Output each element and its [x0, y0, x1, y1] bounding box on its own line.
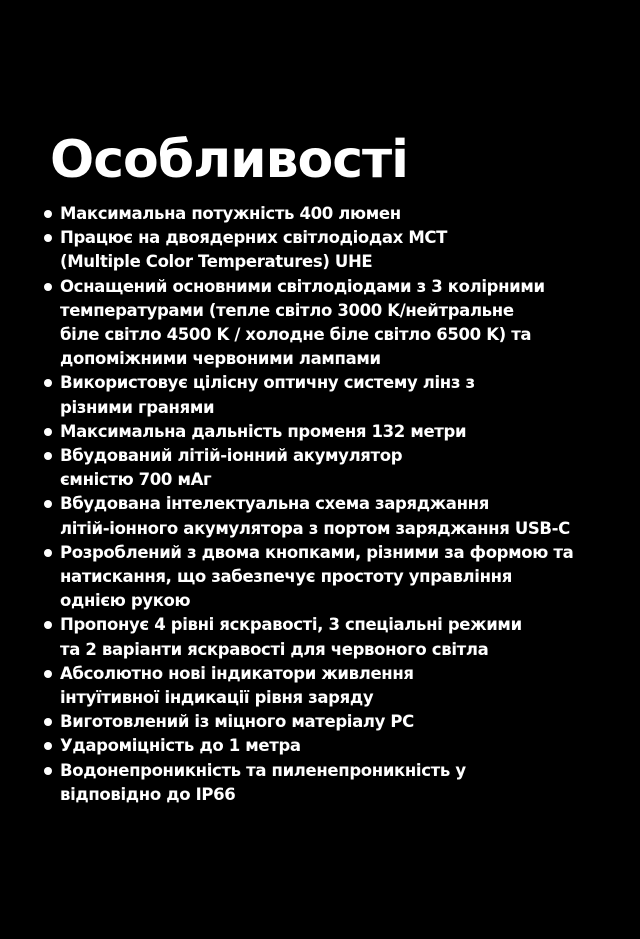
feature-text-line: Пропонує 4 рівні яскравості, 3 спеціальні режими	[60, 615, 522, 635]
feature-item	[42, 662, 632, 710]
feature-text-line: Використовує цілісну оптичну систему лінз з	[60, 373, 475, 393]
feature-item	[42, 492, 632, 540]
bullet-icon	[44, 500, 52, 508]
bullet-icon	[44, 767, 52, 775]
feature-text-line: інтуїтивної індикації рівня заряду	[60, 688, 374, 708]
bullet-icon	[44, 428, 52, 436]
feature-text-line: Максимальна потужність 400 люмен	[60, 204, 401, 223]
feature-text-line: біле світло 4500 K / холодне біле світло 6500 K) та	[60, 325, 532, 345]
feature-text-line: Максимальна дальність променя 132 метри	[60, 421, 467, 441]
feature-text-line: однією рукою	[60, 591, 191, 611]
feature-text-line: Розроблений з двома кнопками, різними за формою та	[60, 542, 574, 562]
feature-item	[42, 613, 632, 661]
feature-item	[42, 710, 632, 734]
feature-text-line: Оснащений основними світлодіодами з 3 колірними	[60, 276, 545, 296]
feature-text-line: відповідно до IP66	[60, 784, 236, 804]
bullet-icon	[44, 742, 52, 750]
feature-item	[42, 226, 632, 274]
feature-text-line: температурами (тепле світло 3000 K/нейтральне	[60, 300, 514, 320]
feature-item	[42, 444, 632, 492]
bullet-icon	[44, 621, 52, 629]
feature-item	[42, 202, 632, 226]
bullet-icon	[44, 718, 52, 726]
feature-item	[42, 371, 632, 419]
feature-text-line: Вбудована інтелектуальна схема заряджання	[60, 494, 489, 514]
feature-text-line: Водонепроникність та пиленепроникність у	[60, 760, 466, 780]
feature-text-line: Удароміцність до 1 метра	[60, 736, 301, 756]
bullet-icon	[44, 210, 52, 218]
feature-list	[42, 202, 632, 807]
feature-text-line: та 2 варіанти яскравості для червоного світла	[60, 639, 489, 659]
bullet-icon	[44, 379, 52, 387]
feature-text-line: Абсолютно нові індикатори живлення	[60, 663, 414, 683]
feature-text-line: Працює на двоядерних світлодіодах MCT	[60, 228, 448, 248]
bullet-icon	[44, 234, 52, 242]
feature-item	[42, 541, 632, 614]
feature-text-line: ємністю 700 мАг	[60, 470, 212, 490]
bullet-icon	[44, 549, 52, 557]
feature-text-line: Виготовлений із міцного матеріалу PC	[60, 712, 414, 732]
bullet-icon	[44, 452, 52, 460]
feature-item	[42, 734, 632, 758]
bullet-icon	[44, 670, 52, 678]
feature-text-line: (Multiple Color Temperatures) UHE	[60, 252, 373, 272]
feature-text-line: різними гранями	[60, 397, 215, 417]
feature-item	[42, 759, 632, 807]
page-title: Особливості	[50, 130, 409, 190]
feature-text-line: допоміжними червоними лампами	[60, 349, 381, 369]
feature-text-line: літій-іонного акумулятора з портом заряджання USB-C	[60, 518, 570, 538]
bullet-icon	[44, 283, 52, 291]
feature-text-line: натискання, що забезпечує простоту управління	[60, 567, 512, 587]
feature-item	[42, 275, 632, 372]
feature-item	[42, 420, 632, 444]
feature-text-line: Вбудований літій-іонний акумулятор	[60, 446, 403, 466]
